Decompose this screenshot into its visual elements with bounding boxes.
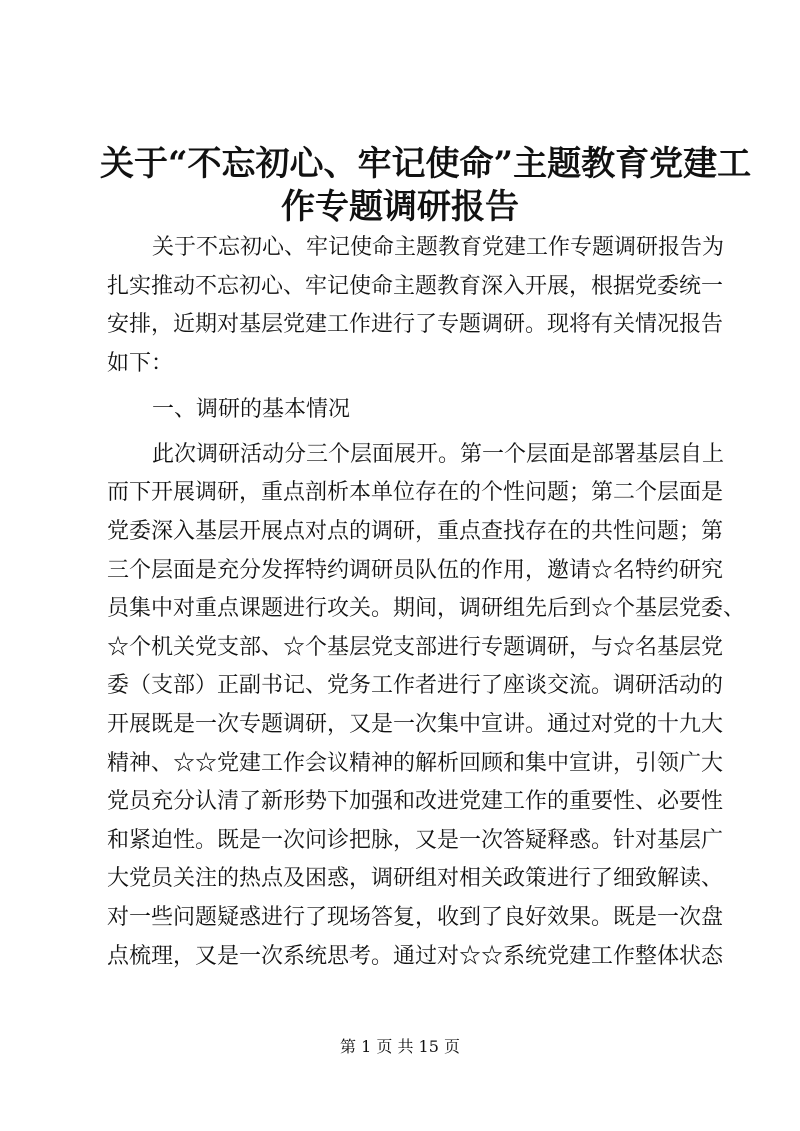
paragraph-line: 点梳理，又是一次系统思考。通过对☆☆系统党建工作整体状态: [107, 944, 724, 969]
paragraph-line: ☆个机关党支部、☆个基层党支部进行专题调研，与☆名基层党: [107, 635, 724, 660]
paragraph-line: 三个层面是充分发挥特约调研员队伍的作用，邀请☆名特约研究: [107, 558, 724, 583]
paragraph-line: 党委深入基层开展点对点的调研，重点查找存在的共性问题；第: [107, 519, 724, 544]
paragraph-line: 安排，近期对基层党建工作进行了专题调研。现将有关情况报告: [107, 312, 724, 337]
paragraph-line: 和紧迫性。既是一次问诊把脉，又是一次答疑释惑。针对基层广: [107, 828, 724, 853]
page-number-footer: 第 1 页 共 15 页: [340, 1037, 460, 1056]
document-title-line-1: 关于“不忘初心、牢记使命”主题教育党建工: [100, 144, 752, 184]
paragraph-line: 对一些问题疑惑进行了现场答复，收到了良好效果。既是一次盘: [107, 905, 724, 930]
document-title-line-2: 作专题调研报告: [281, 187, 519, 227]
paragraph-line: 委（支部）正副书记、党务工作者进行了座谈交流。调研活动的: [107, 673, 724, 698]
paragraph-line: 党员充分认清了新形势下加强和改进党建工作的重要性、必要性: [107, 789, 724, 814]
paragraph-line: 如下：: [107, 351, 174, 376]
paragraph-line: 扎实推动不忘初心、牢记使命主题教育深入开展，根据党委统一: [107, 274, 724, 299]
paragraph-line: 大党员关注的热点及困惑，调研组对相关政策进行了细致解读、: [107, 866, 724, 891]
paragraph-line: 而下开展调研，重点剖析本单位存在的个性问题；第二个层面是: [107, 480, 724, 505]
paragraph-line: 员集中对重点课题进行攻关。期间，调研组先后到☆个基层党委、: [107, 596, 746, 621]
paragraph-line: 关于不忘初心、牢记使命主题教育党建工作专题调研报告为: [152, 235, 725, 260]
paragraph-line: 精神、☆☆党建工作会议精神的解析回顾和集中宣讲，引领广大: [107, 751, 724, 776]
section-heading: 一、调研的基本情况: [152, 397, 351, 422]
paragraph-line: 开展既是一次专题调研，又是一次集中宣讲。通过对党的十九大: [107, 712, 724, 737]
paragraph-line: 此次调研活动分三个层面展开。第一个层面是部署基层自上: [152, 442, 725, 467]
